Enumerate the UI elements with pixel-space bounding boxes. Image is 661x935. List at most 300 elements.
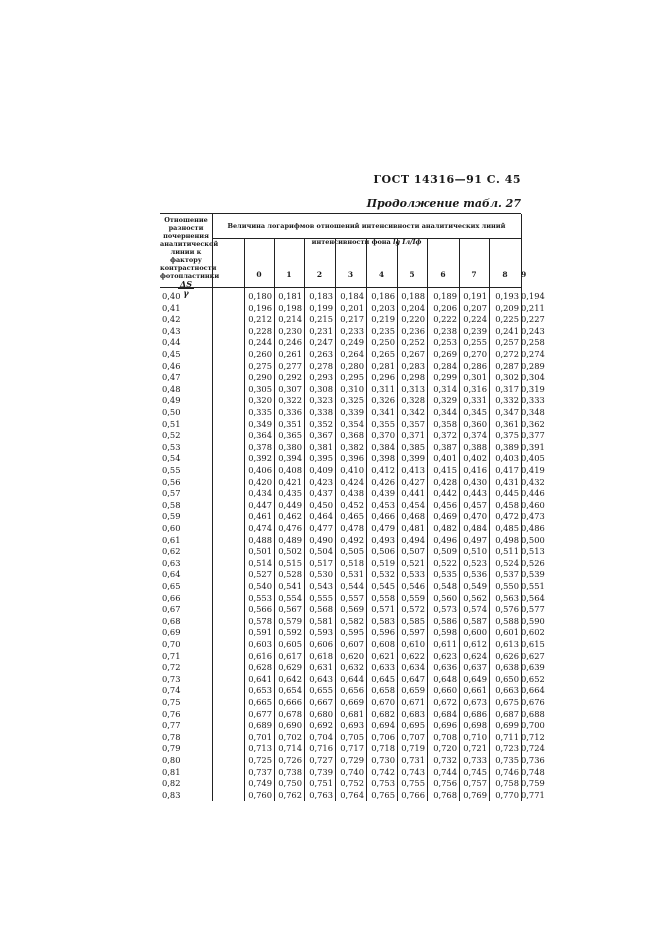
table-cell: 0,555: [309, 592, 333, 603]
table-cell: 0,564: [521, 592, 545, 603]
table-cell: 0,560: [433, 592, 457, 603]
table-cell: 0,655: [309, 685, 333, 696]
row-label: 0,51: [162, 418, 181, 429]
table-cell: 0,180: [248, 291, 272, 301]
column-header-7: 7: [471, 270, 477, 279]
table-cell: 0,415: [433, 465, 457, 475]
row-label: 0,73: [162, 673, 181, 684]
table-cell: 0,675: [495, 697, 519, 707]
table-cell: 0,416: [463, 465, 487, 475]
table-cell: 0,243: [521, 325, 545, 336]
table-cell: 0,606: [309, 639, 333, 649]
row-label: 0,56: [162, 476, 181, 487]
table-cell: 0,654: [278, 685, 302, 696]
table-cell: 0,549: [463, 581, 487, 591]
table-cell: 0,239: [463, 325, 487, 336]
table-cell: 0,325: [340, 395, 364, 406]
table-cell: 0,598: [433, 627, 457, 638]
table-cell: 0,759: [521, 778, 545, 789]
table-cell: 0,595: [340, 627, 364, 638]
column-header-2: 2: [316, 270, 323, 279]
header-bottom-rule: [160, 287, 521, 288]
table-cell: 0,426: [371, 476, 395, 487]
table-cell: 0,301: [463, 372, 487, 383]
table-cell: 0,605: [278, 639, 302, 649]
table-cell: 0,490: [309, 534, 333, 545]
table-cell: 0,335: [248, 407, 272, 417]
row-label: 0,52: [162, 430, 181, 441]
row-label: 0,81: [162, 766, 181, 777]
table-cell: 0,622: [401, 650, 425, 661]
table-cell: 0,265: [371, 349, 395, 359]
table-cell: 0,338: [309, 407, 333, 417]
table-cell: 0,380: [278, 441, 302, 452]
table-cell: 0,535: [433, 569, 457, 580]
table-cell: 0,539: [521, 569, 545, 580]
table-cell: 0,389: [495, 441, 519, 452]
table-cell: 0,744: [433, 766, 457, 777]
table-cell: 0,593: [309, 627, 333, 638]
table-cell: 0,289: [521, 360, 545, 371]
table-cell: 0,765: [371, 789, 395, 800]
column-header-3: 3: [347, 270, 354, 279]
row-label: 0,62: [162, 546, 181, 557]
table-cell: 0,676: [521, 697, 545, 707]
table-cell: 0,319: [521, 383, 545, 394]
table-cell: 0,252: [401, 337, 425, 348]
table-cell: 0,280: [340, 360, 364, 371]
table-cell: 0,322: [278, 395, 302, 406]
row-label: 0,57: [162, 488, 181, 499]
table-cell: 0,283: [401, 360, 425, 371]
row-label: 0,40: [162, 291, 181, 301]
table-cell: 0,215: [309, 314, 333, 325]
table-cell: 0,563: [495, 592, 519, 603]
table-cell: 0,361: [495, 418, 519, 429]
table-cell: 0,468: [401, 511, 425, 522]
table-cell: 0,660: [433, 685, 457, 696]
table-cell: 0,576: [495, 604, 519, 615]
table-cell: 0,511: [495, 546, 519, 557]
column-header-1: 1: [286, 270, 292, 279]
table-cell: 0,690: [278, 720, 302, 731]
table-cell: 0,355: [371, 418, 395, 429]
table-cell: 0,571: [371, 604, 395, 615]
table-cell: 0,219: [371, 314, 395, 325]
table-cell: 0,296: [371, 372, 395, 383]
table-cell: 0,381: [309, 441, 333, 452]
table-cell: 0,183: [309, 291, 333, 301]
table-cell: 0,222: [433, 314, 457, 325]
table-cell: 0,717: [340, 743, 364, 754]
row-label: 0,44: [162, 337, 181, 348]
table-cell: 0,305: [248, 383, 272, 394]
table-cell: 0,695: [401, 720, 425, 731]
table-cell: 0,710: [463, 731, 487, 742]
table-cell: 0,419: [521, 465, 545, 475]
table-cell: 0,647: [401, 673, 425, 684]
table-cell: 0,611: [433, 639, 457, 649]
table-cell: 0,652: [521, 673, 545, 684]
table-cell: 0,456: [433, 499, 457, 510]
table-cell: 0,189: [433, 291, 457, 301]
table-cell: 0,290: [248, 372, 272, 383]
table-cell: 0,618: [309, 650, 333, 661]
table-cell: 0,667: [309, 697, 333, 707]
table-cell: 0,750: [278, 778, 302, 789]
table-cell: 0,522: [433, 557, 457, 568]
table-cell: 0,378: [248, 441, 272, 452]
table-cell: 0,434: [248, 488, 272, 499]
table-cell: 0,238: [433, 325, 457, 336]
table-cell: 0,517: [309, 557, 333, 568]
table-cell: 0,636: [433, 662, 457, 673]
row-label: 0,41: [162, 302, 181, 313]
table-cell: 0,519: [371, 557, 395, 568]
table-cell: 0,543: [309, 581, 333, 591]
table-cell: 0,612: [463, 639, 487, 649]
row-label: 0,74: [162, 685, 181, 696]
table-cell: 0,723: [495, 743, 519, 754]
table-cell: 0,633: [371, 662, 395, 673]
table-cell: 0,336: [278, 407, 302, 417]
table-cell: 0,198: [278, 302, 302, 313]
table-cell: 0,214: [278, 314, 302, 325]
table-cell: 0,184: [340, 291, 364, 301]
table-cell: 0,518: [340, 557, 364, 568]
table-cell: 0,201: [340, 302, 364, 313]
table-cell: 0,702: [278, 731, 302, 742]
table-cell: 0,500: [521, 534, 545, 545]
table-cell: 0,643: [309, 673, 333, 684]
table-cell: 0,671: [401, 697, 425, 707]
table-cell: 0,394: [278, 453, 302, 464]
table-continuation-caption: Продолжение табл. 27: [366, 197, 521, 210]
row-label: 0,76: [162, 708, 181, 719]
table-cell: 0,725: [248, 755, 272, 765]
table-cell: 0,701: [248, 731, 272, 742]
table-cell: 0,673: [463, 697, 487, 707]
row-label: 0,50: [162, 407, 181, 417]
table-cell: 0,724: [521, 743, 545, 754]
table-cell: 0,632: [340, 662, 364, 673]
table-cell: 0,358: [433, 418, 457, 429]
table-cell: 0,670: [371, 697, 395, 707]
table-cell: 0,704: [309, 731, 333, 742]
table-cell: 0,615: [521, 639, 545, 649]
table-cell: 0,755: [401, 778, 425, 789]
log-ratio-table: [160, 213, 545, 801]
table-cell: 0,492: [340, 534, 364, 545]
table-cell: 0,382: [340, 441, 364, 452]
row-label: 0,53: [162, 441, 181, 452]
table-cell: 0,537: [495, 569, 519, 580]
table-cell: 0,374: [463, 430, 487, 441]
table-cell: 0,583: [371, 615, 395, 626]
table-cell: 0,473: [521, 511, 545, 522]
table-cell: 0,437: [309, 488, 333, 499]
table-cell: 0,505: [340, 546, 364, 557]
table-cell: 0,347: [495, 407, 519, 417]
table-cell: 0,682: [371, 708, 395, 719]
row-label: 0,71: [162, 650, 181, 661]
table-cell: 0,278: [309, 360, 333, 371]
row-label: 0,43: [162, 325, 181, 336]
row-label: 0,80: [162, 755, 181, 765]
table-cell: 0,559: [401, 592, 425, 603]
table-cell: 0,403: [495, 453, 519, 464]
table-cell: 0,188: [401, 291, 425, 301]
column-divider: [212, 214, 213, 801]
table-cell: 0,748: [521, 766, 545, 777]
table-cell: 0,449: [278, 499, 302, 510]
table-cell: 0,241: [495, 325, 519, 336]
table-cell: 0,769: [463, 789, 487, 800]
table-cell: 0,498: [495, 534, 519, 545]
row-label: 0,82: [162, 778, 181, 789]
table-cell: 0,333: [521, 395, 545, 406]
table-cell: 0,446: [521, 488, 545, 499]
table-cell: 0,586: [433, 615, 457, 626]
table-cell: 0,302: [495, 372, 519, 383]
table-cell: 0,727: [309, 755, 333, 765]
table-cell: 0,757: [463, 778, 487, 789]
table-cell: 0,316: [463, 383, 487, 394]
table-cell: 0,739: [309, 766, 333, 777]
table-cell: 0,247: [309, 337, 333, 348]
table-cell: 0,753: [371, 778, 395, 789]
table-cell: 0,642: [278, 673, 302, 684]
table-cell: 0,666: [278, 697, 302, 707]
table-cell: 0,231: [309, 325, 333, 336]
table-cell: 0,228: [248, 325, 272, 336]
table-cell: 0,445: [495, 488, 519, 499]
table-cell: 0,653: [248, 685, 272, 696]
row-label: 0,54: [162, 453, 181, 464]
table-cell: 0,277: [278, 360, 302, 371]
row-label: 0,58: [162, 499, 181, 510]
table-cell: 0,395: [309, 453, 333, 464]
table-cell: 0,566: [248, 604, 272, 615]
row-label: 0,46: [162, 360, 181, 371]
table-cell: 0,707: [401, 731, 425, 742]
table-cell: 0,203: [371, 302, 395, 313]
column-header-6: 6: [440, 270, 446, 279]
table-cell: 0,510: [463, 546, 487, 557]
table-cell: 0,607: [340, 639, 364, 649]
table-cell: 0,541: [278, 581, 302, 591]
table-cell: 0,398: [371, 453, 395, 464]
table-cell: 0,420: [248, 476, 272, 487]
table-cell: 0,624: [463, 650, 487, 661]
row-label: 0,79: [162, 743, 181, 754]
table-cell: 0,616: [248, 650, 272, 661]
table-cell: 0,431: [495, 476, 519, 487]
table-cell: 0,683: [401, 708, 425, 719]
table-cell: 0,718: [371, 743, 395, 754]
row-label: 0,47: [162, 372, 181, 383]
table-cell: 0,637: [463, 662, 487, 673]
table-cell: 0,726: [278, 755, 302, 765]
table-cell: 0,677: [248, 708, 272, 719]
table-cell: 0,600: [463, 627, 487, 638]
table-cell: 0,678: [278, 708, 302, 719]
table-cell: 0,608: [371, 639, 395, 649]
table-cell: 0,569: [340, 604, 364, 615]
table-cell: 0,509: [433, 546, 457, 557]
table-cell: 0,199: [309, 302, 333, 313]
table-cell: 0,292: [278, 372, 302, 383]
table-cell: 0,470: [463, 511, 487, 522]
table-cell: 0,629: [278, 662, 302, 673]
table-cell: 0,377: [521, 430, 545, 441]
table-cell: 0,713: [248, 743, 272, 754]
table-cell: 0,732: [433, 755, 457, 765]
table-cell: 0,527: [248, 569, 272, 580]
table-cell: 0,236: [401, 325, 425, 336]
table-cell: 0,524: [495, 557, 519, 568]
table-cell: 0,639: [521, 662, 545, 673]
table-cell: 0,716: [309, 743, 333, 754]
table-cell: 0,581: [309, 615, 333, 626]
table-cell: 0,550: [495, 581, 519, 591]
table-cell: 0,672: [433, 697, 457, 707]
column-header-9: 9: [521, 270, 527, 279]
table-cell: 0,768: [433, 789, 457, 800]
left-column-header: [160, 216, 220, 298]
table-cell: 0,345: [463, 407, 487, 417]
table-cell: 0,478: [340, 523, 364, 533]
table-cell: 0,392: [248, 453, 272, 464]
table-cell: 0,441: [401, 488, 425, 499]
table-cell: 0,235: [371, 325, 395, 336]
table-cell: 0,553: [248, 592, 272, 603]
table-cell: 0,465: [340, 511, 364, 522]
table-cell: 0,664: [521, 685, 545, 696]
table-cell: 0,721: [463, 743, 487, 754]
row-label: 0,68: [162, 615, 181, 626]
table-cell: 0,435: [278, 488, 302, 499]
table-cell: 0,204: [401, 302, 425, 313]
fraction-numerator: ΔS: [180, 279, 192, 289]
row-label: 0,75: [162, 697, 181, 707]
table-cell: 0,634: [401, 662, 425, 673]
table-cell: 0,391: [521, 441, 545, 452]
table-cell: 0,548: [433, 581, 457, 591]
table-cell: 0,351: [278, 418, 302, 429]
table-cell: 0,331: [463, 395, 487, 406]
table-cell: 0,206: [433, 302, 457, 313]
table-cell: 0,261: [278, 349, 302, 359]
table-cell: 0,368: [340, 430, 364, 441]
table-cell: 0,489: [278, 534, 302, 545]
table-cell: 0,348: [521, 407, 545, 417]
table-cell: 0,536: [463, 569, 487, 580]
table-cell: 0,693: [340, 720, 364, 731]
table-cell: 0,613: [495, 639, 519, 649]
table-cell: 0,442: [433, 488, 457, 499]
table-cell: 0,224: [463, 314, 487, 325]
table-cell: 0,357: [401, 418, 425, 429]
row-label: 0,45: [162, 349, 181, 359]
table-cell: 0,650: [495, 673, 519, 684]
table-cell: 0,328: [401, 395, 425, 406]
table-cell: 0,567: [278, 604, 302, 615]
table-cell: 0,227: [521, 314, 545, 325]
table-cell: 0,287: [495, 360, 519, 371]
table-cell: 0,546: [401, 581, 425, 591]
table-cell: 0,551: [521, 581, 545, 591]
table-cell: 0,770: [495, 789, 519, 800]
table-cell: 0,572: [401, 604, 425, 615]
table-cell: 0,209: [495, 302, 519, 313]
table-cell: 0,577: [521, 604, 545, 615]
table-cell: 0,220: [401, 314, 425, 325]
top-header-formula: lg Iл/Iф: [393, 238, 422, 246]
table-cell: 0,749: [248, 778, 272, 789]
table-cell: 0,579: [278, 615, 302, 626]
table-cell: 0,310: [340, 383, 364, 394]
table-cell: 0,272: [495, 349, 519, 359]
table-cell: 0,402: [463, 453, 487, 464]
table-cell: 0,738: [278, 766, 302, 777]
table-cell: 0,649: [463, 673, 487, 684]
table-cell: 0,497: [463, 534, 487, 545]
table-cell: 0,362: [521, 418, 545, 429]
table-cell: 0,532: [371, 569, 395, 580]
top-header-text: Величина логарифмов отношений интенсивности аналитических линий интенсивности фона: [227, 222, 506, 246]
table-cell: 0,244: [248, 337, 272, 348]
table-cell: 0,684: [433, 708, 457, 719]
table-cell: 0,659: [401, 685, 425, 696]
table-cell: 0,474: [248, 523, 272, 533]
table-cell: 0,573: [433, 604, 457, 615]
left-header-text: Отношение разности почернения аналитической линии к фактору контрастности фотопластинки: [160, 216, 220, 280]
row-label: 0,69: [162, 627, 181, 638]
table-cell: 0,574: [463, 604, 487, 615]
row-label: 0,70: [162, 639, 181, 649]
row-label: 0,77: [162, 720, 181, 731]
table-cell: 0,494: [401, 534, 425, 545]
table-cell: 0,698: [463, 720, 487, 731]
table-cell: 0,311: [371, 383, 395, 394]
table-cell: 0,513: [521, 546, 545, 557]
table-cell: 0,631: [309, 662, 333, 673]
table-cell: 0,405: [521, 453, 545, 464]
table-cell: 0,320: [248, 395, 272, 406]
table-cell: 0,249: [340, 337, 364, 348]
table-cell: 0,339: [340, 407, 364, 417]
table-cell: 0,523: [463, 557, 487, 568]
table-cell: 0,230: [278, 325, 302, 336]
table-cell: 0,568: [309, 604, 333, 615]
table-cell: 0,756: [433, 778, 457, 789]
table-cell: 0,477: [309, 523, 333, 533]
table-cell: 0,375: [495, 430, 519, 441]
table-cell: 0,371: [401, 430, 425, 441]
table-cell: 0,745: [463, 766, 487, 777]
table-cell: 0,293: [309, 372, 333, 383]
table-cell: 0,211: [521, 302, 545, 313]
table-cell: 0,705: [340, 731, 364, 742]
table-cell: 0,443: [463, 488, 487, 499]
table-cell: 0,714: [278, 743, 302, 754]
table-cell: 0,626: [495, 650, 519, 661]
table-cell: 0,295: [340, 372, 364, 383]
table-cell: 0,329: [433, 395, 457, 406]
table-cell: 0,617: [278, 650, 302, 661]
table-cell: 0,217: [340, 314, 364, 325]
